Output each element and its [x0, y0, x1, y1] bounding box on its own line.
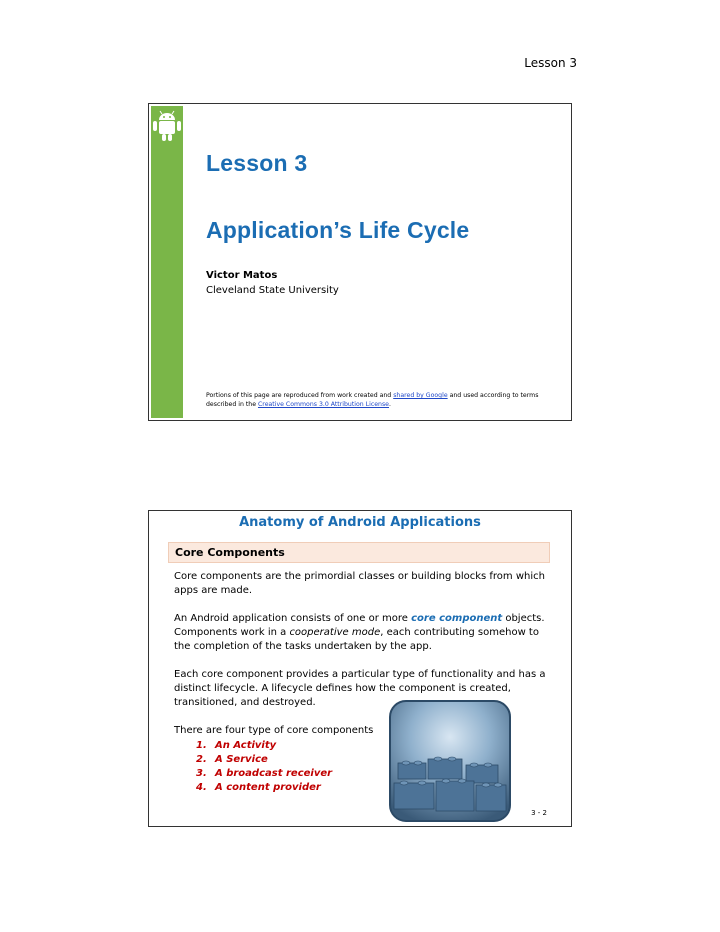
- lego-blocks-icon: [388, 699, 512, 823]
- list-number: 3.: [196, 768, 207, 779]
- list-item: [196, 739, 332, 753]
- list-number: 2.: [196, 754, 207, 765]
- para2-text-b: objects. Components work in a: [174, 613, 545, 638]
- paragraph-2: [174, 612, 554, 654]
- green-side-bar: [151, 106, 183, 418]
- creative-commons-link[interactable]: Creative Commons 3.0 Attribution License: [257, 401, 389, 408]
- list-item: [196, 753, 332, 767]
- para2-text-c: , each contributing somehow to the completion of the tasks undertaken by the app.: [174, 627, 539, 652]
- footer-text-1: Portions of this page are reproduced from work created and: [206, 392, 394, 399]
- attribution-footer: [206, 391, 556, 409]
- paragraph-1: Core components are the primordial classes or building blocks from which apps are made.: [174, 571, 545, 596]
- list-text: A Service: [215, 754, 268, 765]
- footer-text-4: .: [389, 401, 391, 408]
- author-name: Victor Matos: [206, 270, 278, 281]
- footer-text-2: and used according to terms: [447, 392, 539, 399]
- cooperative-mode-italic: cooperative mode: [289, 627, 381, 638]
- section-label: Core Components: [175, 546, 285, 559]
- section-bar: [168, 542, 550, 563]
- slide-heading: Anatomy of Android Applications: [239, 515, 481, 530]
- list-item: [196, 767, 332, 781]
- list-number: 4.: [196, 782, 207, 793]
- slide-title: Lesson 3: [206, 150, 308, 176]
- core-component-emphasis: core component: [411, 613, 503, 624]
- list-text: An Activity: [215, 740, 277, 751]
- page-number: 3 - 2: [531, 809, 547, 817]
- android-robot-icon: [152, 109, 182, 143]
- list-number: 1.: [196, 740, 207, 751]
- author-affiliation: Cleveland State University: [206, 285, 339, 296]
- page-header: Lesson 3: [524, 56, 577, 70]
- footer-text-3: described in the: [206, 401, 258, 408]
- para2-text-a: An Android application consists of one or more: [174, 613, 412, 624]
- components-list: [196, 739, 332, 795]
- list-text: A content provider: [215, 782, 321, 793]
- title-slide: [148, 103, 572, 421]
- list-text: A broadcast receiver: [215, 768, 333, 779]
- paragraph-4: There are four type of core components: [174, 725, 374, 736]
- anatomy-slide: [148, 510, 572, 827]
- slide-subtitle: Application’s Life Cycle: [206, 217, 470, 243]
- paragraph-3: Each core component provides a particular type of functionality and has a distinct lifecycle. A lifecycle defines how the component is created, transitioned, and destroyed.: [174, 669, 546, 708]
- list-item: [196, 781, 332, 795]
- shared-by-google-link[interactable]: shared by Google: [393, 392, 448, 399]
